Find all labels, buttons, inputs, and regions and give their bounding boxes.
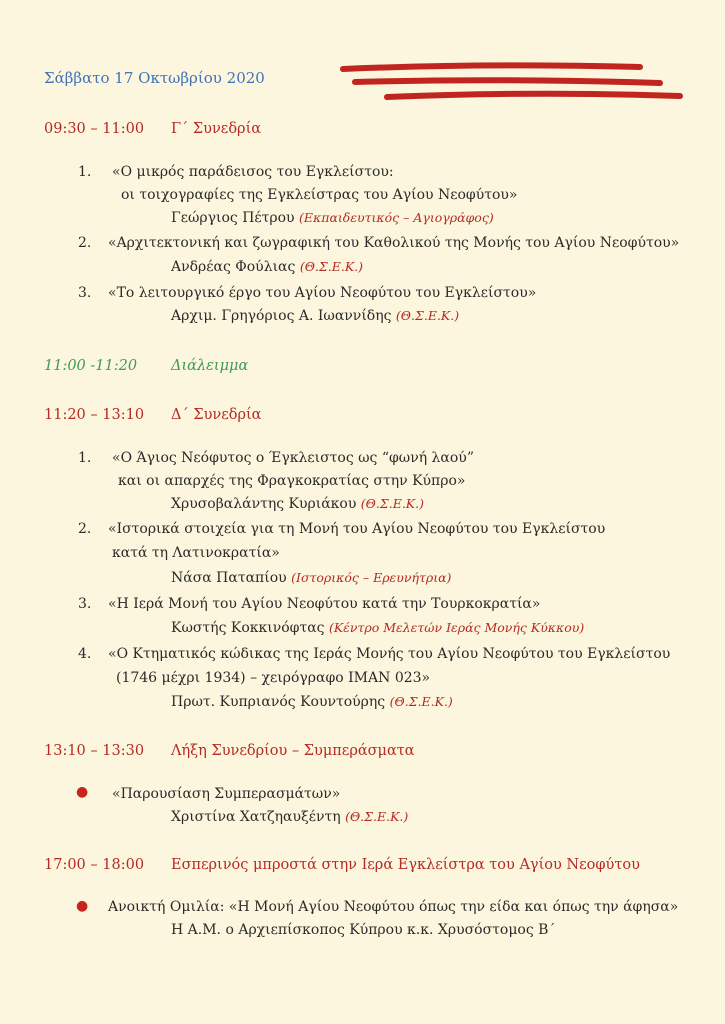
- paper-title: «Ο μικρός παράδεισος του Εγκλείστου:: [112, 164, 394, 180]
- paper-title: «Αρχιτεκτονική και ζωγραφική του Καθολικού της Μονής του Αγίου Νεοφύτου»: [108, 235, 680, 251]
- paper-title: «Ο Άγιος Νεόφυτος ο Έγκλειστος ως “φωνή λαού”: [112, 450, 474, 466]
- vespers-title: Εσπερινός μπροστά στην Ιερά Εγκλείστρα του Αγίου Νεοφύτου: [171, 857, 640, 873]
- item-number: 4.: [78, 646, 92, 662]
- speaker-name: Ανδρέας Φούλιας: [171, 259, 296, 275]
- lecture-title: Ανοικτή Ομιλία: «Η Μονή Αγίου Νεοφύτου όπως την είδα και όπως την άφησα»: [108, 899, 679, 915]
- session-c-title: Γ΄ Συνεδρία: [171, 121, 262, 137]
- speaker-name: Αρχιμ. Γρηγόριος Α. Ιωαννίδης: [171, 308, 392, 324]
- bullet-icon: ●: [76, 784, 89, 800]
- paper-title: «Ο Κτηματικός κώδικας της Ιεράς Μονής του Αγίου Νεοφύτου του Εγκλείστου: [108, 646, 671, 662]
- speaker: [171, 694, 453, 710]
- speaker-name: Κωστής Κοκκινόφτας: [171, 620, 325, 636]
- paper-title: «Παρουσίαση Συμπερασμάτων»: [112, 786, 341, 802]
- speaker-affiliation: (Εκπαιδευτικός – Αγιογράφος): [299, 210, 494, 225]
- speaker-affiliation: (Κέντρο Μελετών Ιεράς Μονής Κύκκου): [328, 620, 585, 635]
- speaker-name: Χρυσοβαλάντης Κυριάκου: [171, 496, 357, 512]
- speaker: [171, 570, 451, 586]
- speaker-affiliation: (Θ.Σ.Ε.Κ.): [299, 259, 364, 274]
- session-d-title: Δ΄ Συνεδρία: [171, 407, 262, 423]
- closing-title: Λήξη Συνεδρίου – Συμπεράσματα: [171, 743, 415, 759]
- speaker-affiliation: (Θ.Σ.Ε.Κ.): [360, 496, 424, 511]
- closing-time: 13:10 – 13:30: [44, 743, 145, 759]
- speaker-name: Νάσα Παταπίου: [171, 570, 287, 586]
- speaker: [171, 809, 408, 825]
- speaker-name: Πρωτ. Κυπριανός Κουντούρης: [171, 694, 386, 710]
- item-number: 1.: [78, 164, 92, 180]
- item-number: 2.: [78, 235, 92, 251]
- speaker: [171, 620, 584, 636]
- speaker-name: Η Α.Μ. ο Αρχιεπίσκοπος Κύπρου κ.κ. Χρυσόστομος Β΄: [171, 922, 556, 938]
- item-number: 3.: [78, 285, 92, 301]
- item-number: 3.: [78, 596, 92, 612]
- bullet-icon: ●: [76, 898, 89, 914]
- session-d-time: 11:20 – 13:10: [44, 407, 145, 423]
- paper-title-cont: κατά τη Λατινοκρατία»: [112, 545, 280, 561]
- event-date: Σάββατο 17 Οκτωβρίου 2020: [44, 69, 265, 87]
- paper-title: «Το λειτουργικό έργο του Αγίου Νεοφύτου του Εγκλείστου»: [108, 285, 537, 301]
- speaker-affiliation: (Θ.Σ.Ε.Κ.): [345, 809, 409, 824]
- paper-title-cont: οι τοιχογραφίες της Εγκλείστρας του Αγίου Νεοφύτου»: [121, 187, 518, 203]
- red-brush-strokes: [335, 58, 685, 106]
- speaker-name: Χριστίνα Χατζηαυξέντη: [171, 809, 341, 825]
- item-number: 2.: [78, 521, 92, 537]
- paper-title: «Ιστορικά στοιχεία για τη Μονή του Αγίου Νεοφύτου του Εγκλείστου: [108, 521, 606, 537]
- vespers-time: 17:00 – 18:00: [44, 857, 145, 873]
- speaker: [171, 259, 363, 275]
- speaker-affiliation: (Θ.Σ.Ε.Κ.): [395, 308, 460, 323]
- speaker: [171, 308, 459, 324]
- speaker-affiliation: (Θ.Σ.Ε.Κ.): [389, 694, 453, 709]
- paper-title-cont: (1746 μέχρι 1934) – χειρόγραφο ΙΜΑΝ 023»: [116, 670, 431, 686]
- paper-title-cont: και οι απαρχές της Φραγκοκρατίας στην Κύπρο»: [118, 473, 466, 489]
- paper-title: «Η Ιερά Μονή του Αγίου Νεοφύτου κατά την Τουρκοκρατία»: [108, 596, 541, 612]
- session-c-time: 09:30 – 11:00: [44, 121, 145, 137]
- break-time: 11:00 -11:20: [44, 358, 138, 374]
- speaker: [171, 496, 424, 512]
- speaker-name: Γεώργιος Πέτρου: [171, 210, 295, 226]
- speaker: [171, 210, 494, 226]
- break-title: Διάλειμμα: [171, 358, 249, 374]
- speaker-affiliation: (Ιστορικός – Ερευνήτρια): [291, 570, 452, 585]
- item-number: 1.: [78, 450, 92, 466]
